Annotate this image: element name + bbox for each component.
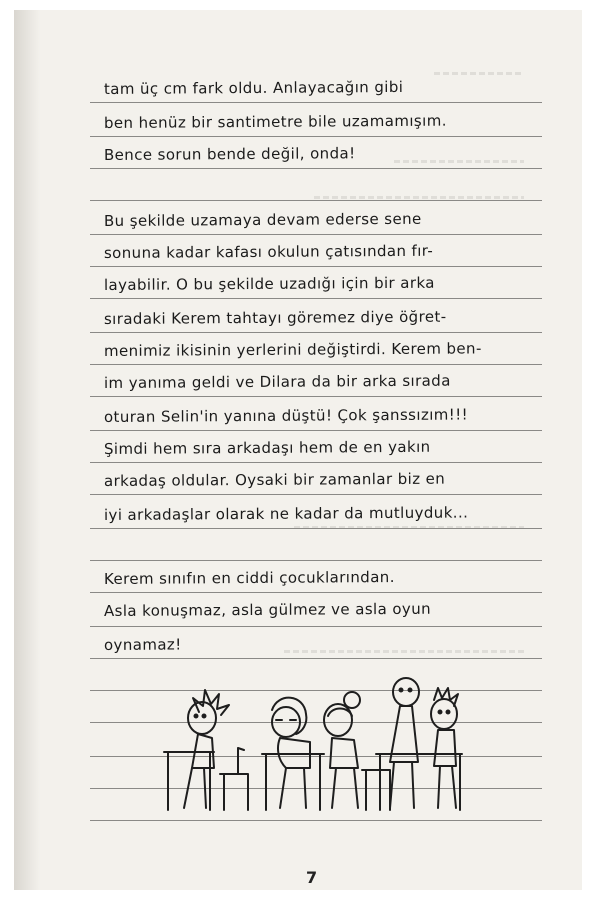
show-through-mark <box>434 72 524 75</box>
ruled-line <box>90 560 542 561</box>
ruled-line <box>90 396 542 397</box>
show-through-mark <box>284 650 524 653</box>
ruled-line <box>90 102 542 103</box>
ruled-line <box>90 462 542 463</box>
text-line: Bu şekilde uzamaya devam ederse sene <box>103 209 422 230</box>
text-line: sonuna kadar kafası okulun çatısından fır- <box>103 241 434 262</box>
text-line: menimiz ikisinin yerlerini değiştirdi. Kerem ben- <box>103 339 482 360</box>
show-through-mark <box>314 196 524 199</box>
student-spiky-hair <box>184 690 229 808</box>
ruled-line <box>90 136 542 137</box>
desk <box>376 754 462 810</box>
classroom-students-at-desks-drawing <box>144 670 464 830</box>
ruled-line <box>90 234 542 235</box>
student-head-down <box>272 698 310 808</box>
text-line: Asla konuşmaz, asla gülmez ve asla oyun <box>103 599 432 620</box>
text-line: Kerem sınıfın en ciddi çocuklarından. <box>103 567 395 588</box>
ruled-line <box>90 266 542 267</box>
text-line: iyi arkadaşlar olarak ne kadar da mutluyduk... <box>103 503 469 524</box>
ruled-line <box>90 430 542 431</box>
text-line: im yanıma geldi ve Dilara da bir arka sırada <box>103 371 451 392</box>
ruled-line <box>90 168 542 169</box>
book-page <box>14 10 582 890</box>
text-line: tam üç cm fark oldu. Anlayacağın gibi <box>103 77 404 98</box>
ruled-line <box>90 332 542 333</box>
show-through-mark <box>394 160 524 163</box>
ruled-line <box>90 494 542 495</box>
text-line: Bence sorun bende değil, onda! <box>103 144 356 164</box>
page-gutter-shadow <box>14 10 40 890</box>
text-line: layabilir. O bu şekilde uzadığı için bir arka <box>103 273 435 294</box>
ruled-line <box>90 626 542 627</box>
text-line: arkadaş oldular. Oysaki bir zamanlar biz en <box>103 469 446 490</box>
text-line: oynamaz! <box>103 635 182 654</box>
text-line: ben henüz bir santimetre bile uzamamışım. <box>103 111 447 132</box>
student-messy-hair <box>431 688 458 808</box>
ruled-line <box>90 298 542 299</box>
text-line: Şimdi hem sıra arkadaşı hem de en yakın <box>103 437 431 458</box>
ruled-line <box>90 200 542 201</box>
student-tall <box>390 678 419 808</box>
text-line: sıradaki Kerem tahtayı göremez diye öğret- <box>103 307 447 328</box>
ruled-line <box>90 528 542 529</box>
ruled-line <box>90 592 542 593</box>
desk <box>262 754 324 810</box>
text-line: oturan Selin'in yanına düştü! Çok şanssızım!!! <box>103 405 469 426</box>
ruled-line <box>90 658 542 659</box>
page-number: 7 <box>306 868 318 887</box>
ruled-line <box>90 364 542 365</box>
